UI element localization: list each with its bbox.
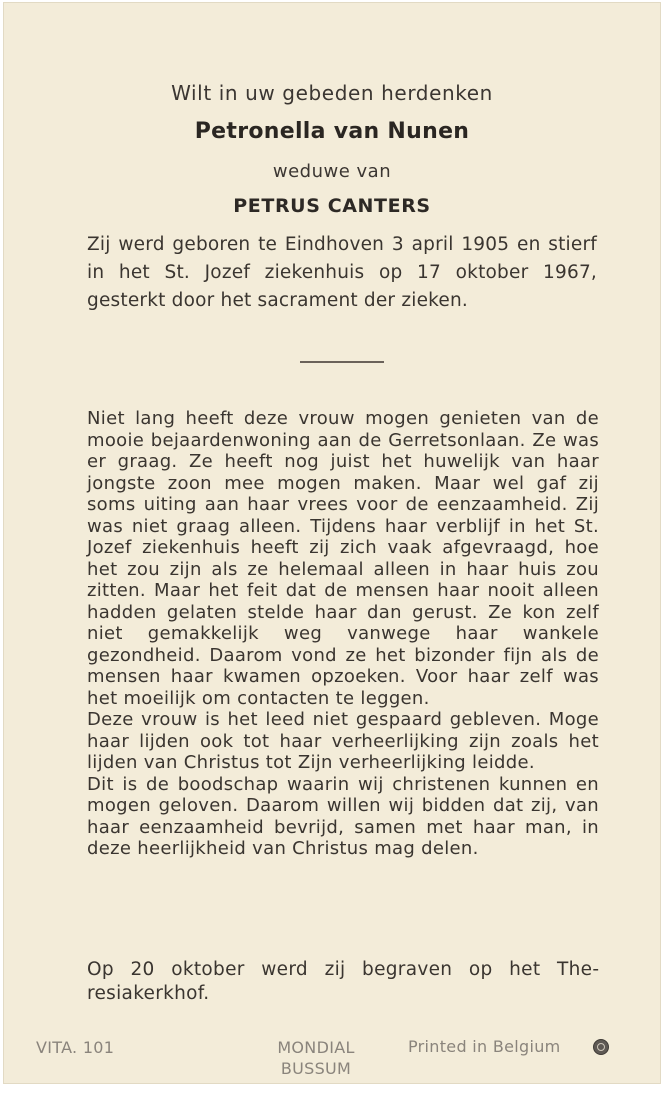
divider-line — [300, 361, 384, 363]
spouse-name: PETRUS CANTERS — [233, 195, 431, 217]
reflection-paragraph-3: Dit is de boodschap waarin wij christenen kunnen en mogen geloven. Daarom willen wij bidden dat zij, van haar eenzaamheid bevrijd, samen met haar man, in deze heerlijkheid van Christus mag delen. — [87, 773, 599, 859]
card-code: VITA. 101 — [36, 1038, 115, 1057]
reflection-paragraph-1: Niet lang heeft deze vrouw mogen genieten van de mooie bejaardenwoning aan de Gerretsonlaan. Ze was er graag. Ze heeft nog juist het huwelijk van haar jongste zoon mee mogen maken. Maar wel gaf zij soms uiting aan haar vrees voor de eenzaamheid. Zij was niet graag alleen. Tijdens haar verblijf in het St. Jozef ziekenhuis heeft zij zich vaak afgevraagd, hoe het zou zijn als ze helemaal alleen in haar huis zou zitten. Maar het feit dat de mensen haar nooit alleen hadden gelaten stelde haar dan gerust. Ze kon zelf niet gemakkelijk weg vanwege haar wankele gezondheid. Daarom vond ze het bizonder fijn als de mensen haar kwamen opzoeken. Voor haar zelf was het moeilijk om contacten te leggen. — [87, 408, 599, 709]
printer-emblem-icon — [593, 1039, 609, 1055]
publisher-city: BUSSUM — [280, 1059, 352, 1078]
printed-note: Printed in Belgium — [408, 1037, 561, 1056]
publisher — [266, 1037, 366, 1079]
burial-paragraph: Op 20 oktober werd zij begraven op het Theresiakerkhof. — [87, 959, 599, 1004]
deceased-name: Petronella van Nunen — [194, 119, 470, 144]
memorial-card — [3, 2, 661, 1084]
reflection-paragraph-2: Deze vrouw is het leed niet gespaard gebleven. Moge haar lijden ook tot haar verheerlijking zijn zoals het lijden van Christus tot Zijn verheerlijking leidde. — [87, 709, 599, 773]
relation-line: weduwe van — [272, 161, 392, 182]
intro-line: Wilt in uw gebeden herdenken — [171, 81, 493, 105]
biography-paragraph: Zij werd geboren te Eindhoven 3 april 1905 en stierf in het St. Jozef ziekenhuis op 17 oktober 1967, gesterkt door het sacrament der zieken. — [87, 234, 597, 311]
publisher-name: MONDIAL — [277, 1038, 355, 1057]
reflection-text — [87, 408, 599, 860]
